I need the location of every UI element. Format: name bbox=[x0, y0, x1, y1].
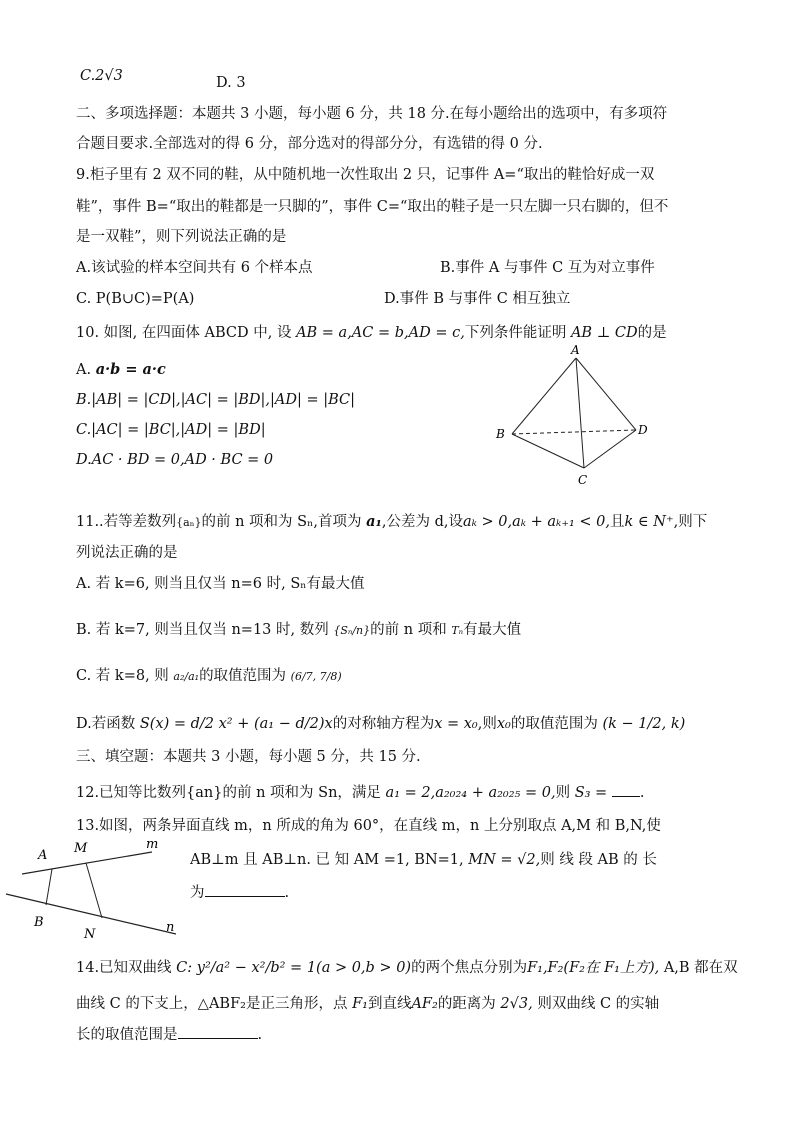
q11-t3: ,首项为 bbox=[313, 514, 362, 530]
q14-curve: C: y²/a² − x²/b² = 1(a > 0,b > 0) bbox=[176, 960, 412, 976]
q13-l2-mn: MN = √2, bbox=[468, 852, 541, 868]
q11-d-x0: x₀ bbox=[496, 716, 511, 732]
q9-stem-line1: 9.柜子里有 2 双不同的鞋，从中随机地一次性取出 2 只，记事件 A=“取出的鞋恰好成一双 bbox=[76, 167, 655, 183]
q14-stem-line2 bbox=[76, 994, 659, 1014]
q11-t1: 11..若等差数列 bbox=[76, 514, 177, 530]
q11-d-mid: 的对称轴方程为 bbox=[332, 716, 435, 732]
tetrahedron-figure bbox=[490, 340, 660, 490]
q11-c-pre: C. 若 k=8, 则 bbox=[76, 668, 169, 684]
q11-b-seq: {Sₙ/n} bbox=[333, 624, 371, 637]
q11-d-range: (k − 1/2, k) bbox=[602, 716, 686, 732]
q12-stem bbox=[76, 782, 644, 803]
q10-mid: 下列条件能证明 bbox=[464, 325, 567, 341]
fig13-label-m-point: M bbox=[74, 841, 88, 856]
fig13-label-n-line: n bbox=[166, 920, 175, 935]
q14-l1-end: A,B 都在双 bbox=[663, 960, 738, 976]
q10-option-c: C.|AC| = |BC|,|AD| = |BD| bbox=[76, 422, 266, 438]
q12-answer-blank[interactable] bbox=[612, 782, 640, 797]
q11-cond: aₖ > 0,aₖ + aₖ₊₁ < 0, bbox=[462, 514, 611, 530]
fig13-label-b: B bbox=[34, 915, 44, 930]
q11-stem-line1 bbox=[76, 512, 707, 533]
tetra-label-b: B bbox=[496, 427, 505, 441]
q11-t5: 且 bbox=[610, 514, 625, 530]
q10-option-d: D.AC · BD = 0,AD · BC = 0 bbox=[76, 452, 274, 468]
q8-option-d: D. 3 bbox=[216, 75, 246, 91]
q13-stem-line3 bbox=[190, 882, 289, 903]
q9-option-b: B.事件 A 与事件 C 互为对立事件 bbox=[440, 260, 655, 276]
q9-option-d: D.事件 B 与事件 C 相互独立 bbox=[384, 291, 571, 307]
q11-b-end: 有最大值 bbox=[463, 622, 522, 638]
tetra-label-d: D bbox=[638, 423, 648, 437]
q12-cond: a₁ = 2,a₂₀₂₄ + a₂₀₂₅ = 0, bbox=[385, 785, 556, 801]
q11-seq: {aₙ} bbox=[176, 516, 202, 529]
q10-option-a-expr: a·b = a·c bbox=[95, 361, 166, 378]
fig13-label-n-point: N bbox=[84, 927, 96, 942]
sec2-heading-line2: 合题目要求.全部选对的得 6 分，部分选对的得部分分，有选错的得 0 分. bbox=[76, 136, 543, 152]
q14-l3: 长的取值范围是 bbox=[76, 1027, 178, 1043]
q11-d-axis: x = x₀ bbox=[434, 716, 478, 732]
q9-stem-line2: 鞋”，事件 B=“取出的鞋都是一只脚的”，事件 C=“取出的鞋子是一只左脚一只右脚的，但不 bbox=[76, 199, 669, 215]
q11-b-mid: 的前 n 项和 bbox=[370, 622, 447, 638]
q12-ask: S₃ = bbox=[574, 785, 608, 801]
q11-c-ratio: a₂/a₁ bbox=[173, 670, 200, 683]
q11-a1: a₁ bbox=[366, 513, 382, 530]
q14-foci: F₁,F₂(F₂在 F₁上方), bbox=[527, 960, 660, 976]
q9-stem-line3: 是一双鞋”，则下列说法正确的是 bbox=[76, 229, 287, 245]
q12-end: . bbox=[639, 785, 645, 801]
q14-dist: 2√3, bbox=[500, 996, 533, 1012]
tetra-label-a: A bbox=[571, 343, 580, 357]
sec3-heading: 三、填空题：本题共 3 小题，每小题 5 分，共 15 分. bbox=[76, 749, 421, 765]
q10-intro: 10. 如图, 在四面体 ABCD 中, 设 bbox=[76, 325, 292, 341]
q11-option-c bbox=[76, 666, 342, 687]
q14-l1-mid: 的两个焦点分别为 bbox=[411, 960, 528, 976]
q12-pre: 12.已知等比数列{an}的前 n 项和为 Sn，满足 bbox=[76, 785, 381, 801]
q14-l2-end: 则双曲线 C 的实轴 bbox=[537, 996, 660, 1012]
q11-d-func: S(x) = d/2 x² + (a₁ − d/2)x bbox=[139, 716, 333, 732]
q11-b-pre: B. 若 k=7, 则当且仅当 n=13 时, 数列 bbox=[76, 622, 329, 638]
q13-l3-end: . bbox=[284, 885, 290, 901]
q13-stem-line2 bbox=[190, 850, 657, 870]
q10-end: 的是 bbox=[637, 325, 667, 341]
q10-option-a bbox=[76, 360, 166, 380]
q10-goal: AB ⊥ CD bbox=[570, 325, 638, 341]
q11-stem-line2: 列说法正确的是 bbox=[76, 545, 178, 561]
tetra-label-c: C bbox=[578, 473, 588, 487]
q14-l2-mid: 到直线 bbox=[367, 996, 412, 1012]
sec2-heading-line1: 二、多项选择题：本题共 3 小题，每小题 6 分，共 18 分.在每小题给出的选项中，有多项符 bbox=[76, 106, 668, 122]
q13-stem-line1: 13.如图，两条异面直线 m，n 所成的角为 60°，在直线 m，n 上分别取点 A,M 和 B,N,使 bbox=[76, 818, 661, 834]
q14-l3-end: . bbox=[257, 1027, 263, 1043]
q14-answer-blank[interactable] bbox=[178, 1024, 258, 1039]
q11-kn: k ∈ N⁺ bbox=[624, 514, 674, 530]
q10-vector-def: AB = a,AC = b,AD = c, bbox=[296, 325, 465, 341]
q11-c-range: (6/7, 7/8) bbox=[290, 670, 342, 683]
q11-c-mid: 的取值范围为 bbox=[199, 668, 287, 684]
q13-l3: 为 bbox=[190, 885, 205, 901]
q13-answer-blank[interactable] bbox=[205, 882, 285, 897]
q10-option-a-label: A. bbox=[76, 362, 92, 378]
q10-option-b: B.|AB| = |CD|,|AC| = |BD|,|AD| = |BC| bbox=[76, 392, 356, 408]
q11-d-mid2: ,则 bbox=[477, 716, 497, 732]
q9-option-a: A.该试验的样本空间共有 6 个样本点 bbox=[76, 260, 313, 276]
q14-stem-line1 bbox=[76, 958, 738, 978]
q14-l2-mid2: 的距离为 bbox=[437, 996, 496, 1012]
q11-t2: 的前 n 项和为 bbox=[201, 514, 293, 530]
q8-option-c: C.2√3 bbox=[80, 68, 123, 84]
q14-stem-line3 bbox=[76, 1024, 262, 1045]
q11-d-mid3: 的取值范围为 bbox=[510, 716, 598, 732]
fig13-label-a: A bbox=[38, 848, 48, 863]
q11-option-d bbox=[76, 714, 685, 734]
q13-l2-end: 则 线 段 AB 的 长 bbox=[540, 852, 657, 868]
q14-f1: F₁ bbox=[352, 996, 368, 1012]
q14-l2-pre: 曲线 C 的下支上，△ABF₂是正三角形，点 bbox=[76, 996, 348, 1012]
q11-b-tn: Tₙ bbox=[451, 624, 464, 637]
q12-mid: 则 bbox=[555, 785, 571, 801]
fig13-label-m-line: m bbox=[146, 837, 159, 852]
q13-l2-pre: AB⊥m 且 AB⊥n. 已 知 AM =1, BN=1, bbox=[190, 852, 464, 868]
q11-t4: ,公差为 d,设 bbox=[381, 514, 463, 530]
q9-option-c: C. P(B∪C)=P(A) bbox=[76, 291, 195, 307]
q14-af2: AF₂ bbox=[411, 996, 438, 1012]
q11-option-b bbox=[76, 620, 521, 641]
q11-option-a: A. 若 k=6, 则当且仅当 n=6 时, Sₙ有最大值 bbox=[76, 576, 365, 592]
q11-t6: ,则下 bbox=[673, 514, 708, 530]
skew-lines-figure bbox=[0, 836, 186, 944]
q14-l1-pre: 14.已知双曲线 bbox=[76, 960, 172, 976]
q11-sn: Sₙ bbox=[297, 514, 314, 530]
q11-d-pre: D.若函数 bbox=[76, 716, 136, 732]
